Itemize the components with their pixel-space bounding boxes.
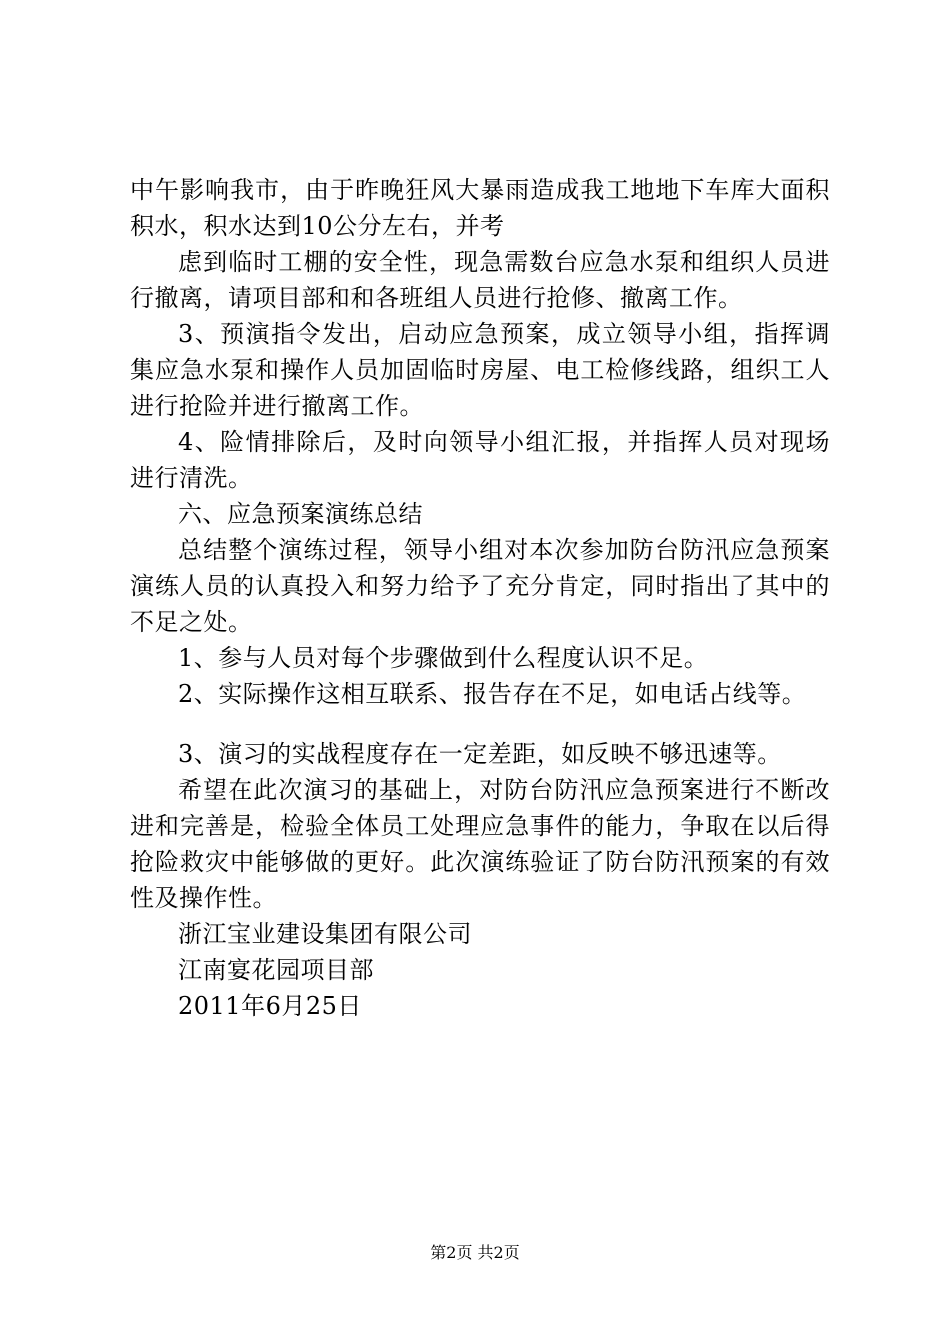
paragraph-continuation: 中午影响我市，由于昨晚狂风大暴雨造成我工地地下车库大面积积水，积水达到10公分左右，并考 [130,176,830,240]
list-item-1: 1、参与人员对每个步骤做到什么程度认识不足。 [178,644,709,672]
list-item-2: 2、实际操作这相互联系、报告存在不足，如电话占线等。 [178,680,807,708]
paragraph-conclusion: 希望在此次演习的基础上，对防台防汛应急预案进行不断改进和完善是，检验全体员工处理应急事件的能力，争取在以后得抢险救灾中能够做的更好。此次演练验证了防台防汛预案的有效性及操作性。 [130,776,830,912]
list-item-3: 3、演习的实战程度存在一定差距，如反映不够迅速等。 [178,740,782,768]
signature-date: 2011年6月25日 [178,992,362,1020]
document-body [130,172,830,1024]
paragraph-step-4: 4、险情排除后，及时向领导小组汇报，并指挥人员对现场进行清洗。 [130,428,830,492]
signature-department: 江南宴花园项目部 [178,956,374,984]
paragraph-evacuation: 虑到临时工棚的安全性，现急需数台应急水泵和组织人员进行撤离，请项目部和和各班组人员进行抢修、撤离工作。 [130,248,830,312]
paragraph-step-3: 3、预演指令发出，启动应急预案，成立领导小组，指挥调集应急水泵和操作人员加固临时房屋、电工检修线路，组织工人进行抢险并进行撤离工作。 [130,320,830,420]
page-footer: 第2页 共2页 [430,1243,520,1262]
section-heading-summary: 六、应急预案演练总结 [178,500,423,528]
paragraph-summary: 总结整个演练过程，领导小组对本次参加防台防汛应急预案演练人员的认真投入和努力给予了充分肯定，同时指出了其中的不足之处。 [130,536,830,636]
signature-company: 浙江宝业建设集团有限公司 [178,920,472,948]
